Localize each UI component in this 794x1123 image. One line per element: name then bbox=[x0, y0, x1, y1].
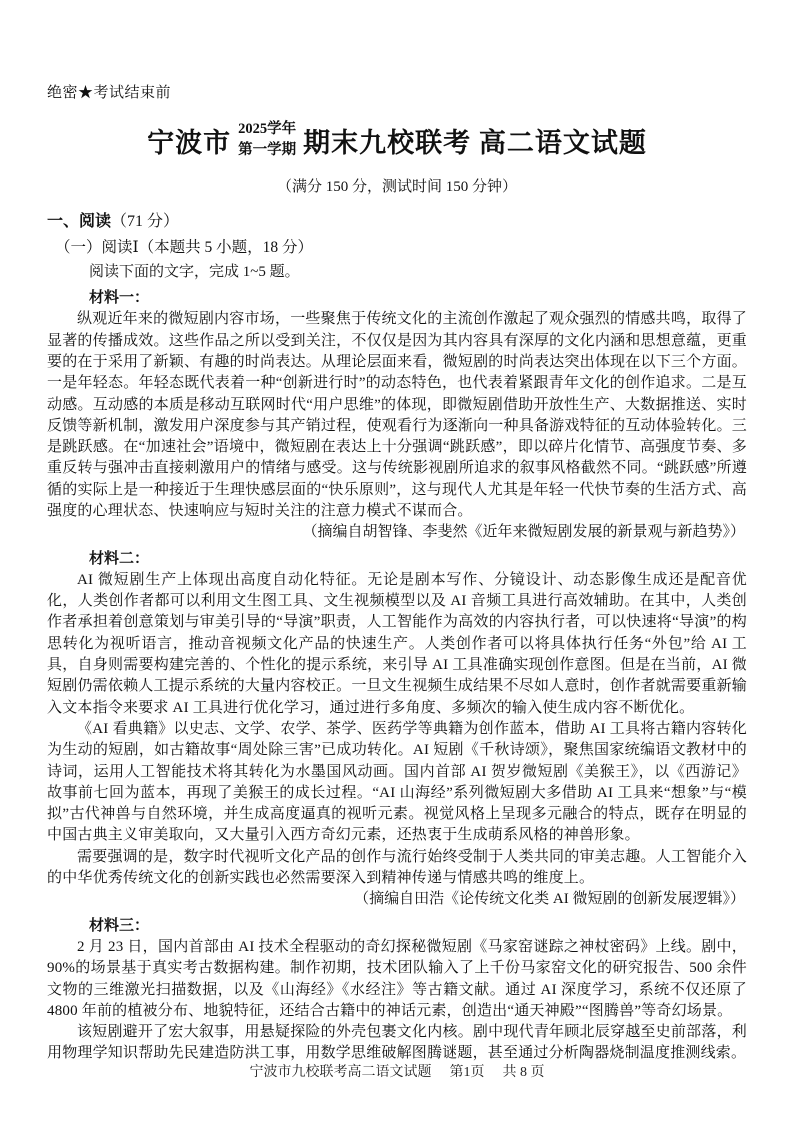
subsection-heading: （一）阅读Ⅰ（本题共 5 小题，18 分） bbox=[55, 239, 313, 257]
footer-page-number: 第1页 bbox=[449, 1065, 485, 1080]
title-term-stack bbox=[238, 119, 296, 161]
material-1-attribution: （摘编自胡智锋、李斐然《近年来微短剧发展的新景观与新趋势》） bbox=[302, 524, 745, 541]
classification-label: 绝密★考试结束前 bbox=[47, 85, 172, 101]
material-2-paragraph-3: 需要强调的是，数字时代视听文化产品的创作与流行始终受制于人类共同的审美志趣。人工智能介入的中华优秀传统文化的创新实践也必然需要深入到精神传递与情感共鸣的维度上。 bbox=[47, 848, 747, 887]
material-3-heading: 材料三： bbox=[89, 917, 150, 934]
exam-title bbox=[47, 119, 747, 161]
material-1-paragraph: 纵观近年来的微短剧内容市场，一些聚焦于传统文化的主流创作激起了观众强烈的情感共鸣，取得了显著的传播成效。这些作品之所以受到关注，不仅仅是因为其内容具有深厚的文化内涵和思想意蕴，更重要的在于采用了新颖、有趣的时尚表达。从理论层面来看，微短剧的时尚表达突出体现在以下三个方面。一是年轻态。年轻态既代表着一种“创新进行时”的动态特色，也代表着紧跟青年文化的创作追求。二是互动感。互动感的本质是移动互联网时代“用户思维”的体现，即微短剧借助开放性生产、大数据推送、实时反馈等新机制，激发用户深度参与其产销过程，使观看行为逐渐向一种具备游戏特征的互动体验转化。三是跳跃感。在“加速社会”语境中，微短剧在表达上十分强调“跳跃感”，即以碎片化情节、高强度节奏、多重反转与强冲击直接刺激用户的情绪与感受。这与传统影视剧所追求的叙事风格截然不同。“跳跃感”所遵循的实际上是一种接近于生理快感层面的“快乐原则”，这与现代人尤其是年轻一代快节奏的生活方式、高强度的心理状态、快速响应与短时关注的注意力模式不谋而合。 bbox=[47, 311, 747, 519]
material-3-paragraph-1: 2 月 23 日，国内首部由 AI 技术全程驱动的奇幻探秘微短剧《马家窑谜踪之神杖密码》上线。剧中，90%的场景基于真实考古数据构建。制作初期，技术团队输入了上千份马家窑文化的研究报告、500 余件文物的三维激光扫描数据，以及《山海经》《水经注》等古籍文献。通过 AI 深度学习，系统不仅还原了 4800 年前的植被分布、地貌特征，还结合古籍中的神话元素，创造出“通天神殿”“图腾兽”等奇幻场景。 bbox=[47, 938, 747, 1019]
material-2-paragraph-1: AI 微短剧生产上体现出高度自动化特征。无论是剧本写作、分镜设计、动态影像生成还是配音优化，人类创作者都可以利用文生图工具、文生视频模型以及 AI 音频工具进行高效辅助。在其中，人类创作者承担着创意策划与审美引导的“导演”职责，人工智能作为高效的内容执行者，可以快速将“导演”的构思转化为视听语言，推动音视频文化产品的快速生产。人类创作者可以将具体执行任务“外包”给 AI 工具，自身则需要构建完善的、个性化的提示系统，来引导 AI 工具准确实现创作意图。但是在当前，AI 微短剧仍需依赖人工提示系统的大量内容校正。一旦文生视频生成结果不尽如人意时，创作者就需要重新输入文本指令来要求 AI 工具进行优化学习，通过进行多角度、多频次的输入使生成内容不断优化。 bbox=[47, 571, 747, 716]
page-footer bbox=[0, 1061, 794, 1081]
material-3-paragraph-2: 该短剧避开了宏大叙事，用悬疑探险的外壳包裹文化内核。剧中现代青年顾北辰穿越至史前部落，利用物理学知识帮助先民建造防洪工事，用数学思维破解图腾谜题，甚至通过分析陶器烧制温度推测线索。 bbox=[47, 1024, 747, 1062]
footer-total-pages: 共 8 页 bbox=[502, 1065, 545, 1080]
footer-doc-title: 宁波市九校联考高二语文试题 bbox=[249, 1065, 432, 1080]
section-heading bbox=[47, 211, 747, 233]
title-prefix: 宁波市 bbox=[147, 127, 232, 158]
reading-instruction: 阅读下面的文字，完成 1~5 题。 bbox=[89, 264, 300, 281]
material-2-heading: 材料二： bbox=[89, 550, 150, 567]
exam-subtitle: （满分 150 分，测试时间 150 分钟） bbox=[276, 179, 517, 196]
material-1-heading: 材料一： bbox=[89, 290, 150, 307]
material-2-attribution: （摘编自田浩《论传统文化类 AI 微短剧的创新发展逻辑》） bbox=[354, 891, 745, 908]
title-semester: 第一学期 bbox=[238, 142, 297, 159]
title-academic-year: 2025学年 bbox=[238, 121, 297, 137]
title-suffix: 期末九校联考 高二语文试题 bbox=[303, 127, 647, 158]
material-2-paragraph-2: 《AI 看典籍》以史志、文学、农学、茶学、医药学等典籍为创作蓝本，借助 AI 工具将古籍内容转化为生动的短剧，如古籍故事“周处除三害”已成功转化。AI 短剧《千秋诗颂》，聚焦国家统编语文教材中的诗词，运用人工智能技术将其转化为水墨国风动画。国内首部 AI 贺岁微短剧《美猴王》，以《西游记》故事前七回为蓝本，再现了美猴王的成长过程。“AI 山海经”系列微短剧大多借助 AI 工具来“想象”与“模拟”古代神兽与自然环境，并生成高度逼真的视听元素。视觉风格上呈现多元融合的特点，既存在明显的中国古典主义审美取向，又大量引入西方奇幻元素，还热衷于生成萌系风格的神兽形象。 bbox=[47, 720, 747, 844]
section-part-label: 一、阅读 bbox=[47, 213, 112, 231]
section-part-score: （71 分） bbox=[111, 213, 180, 231]
